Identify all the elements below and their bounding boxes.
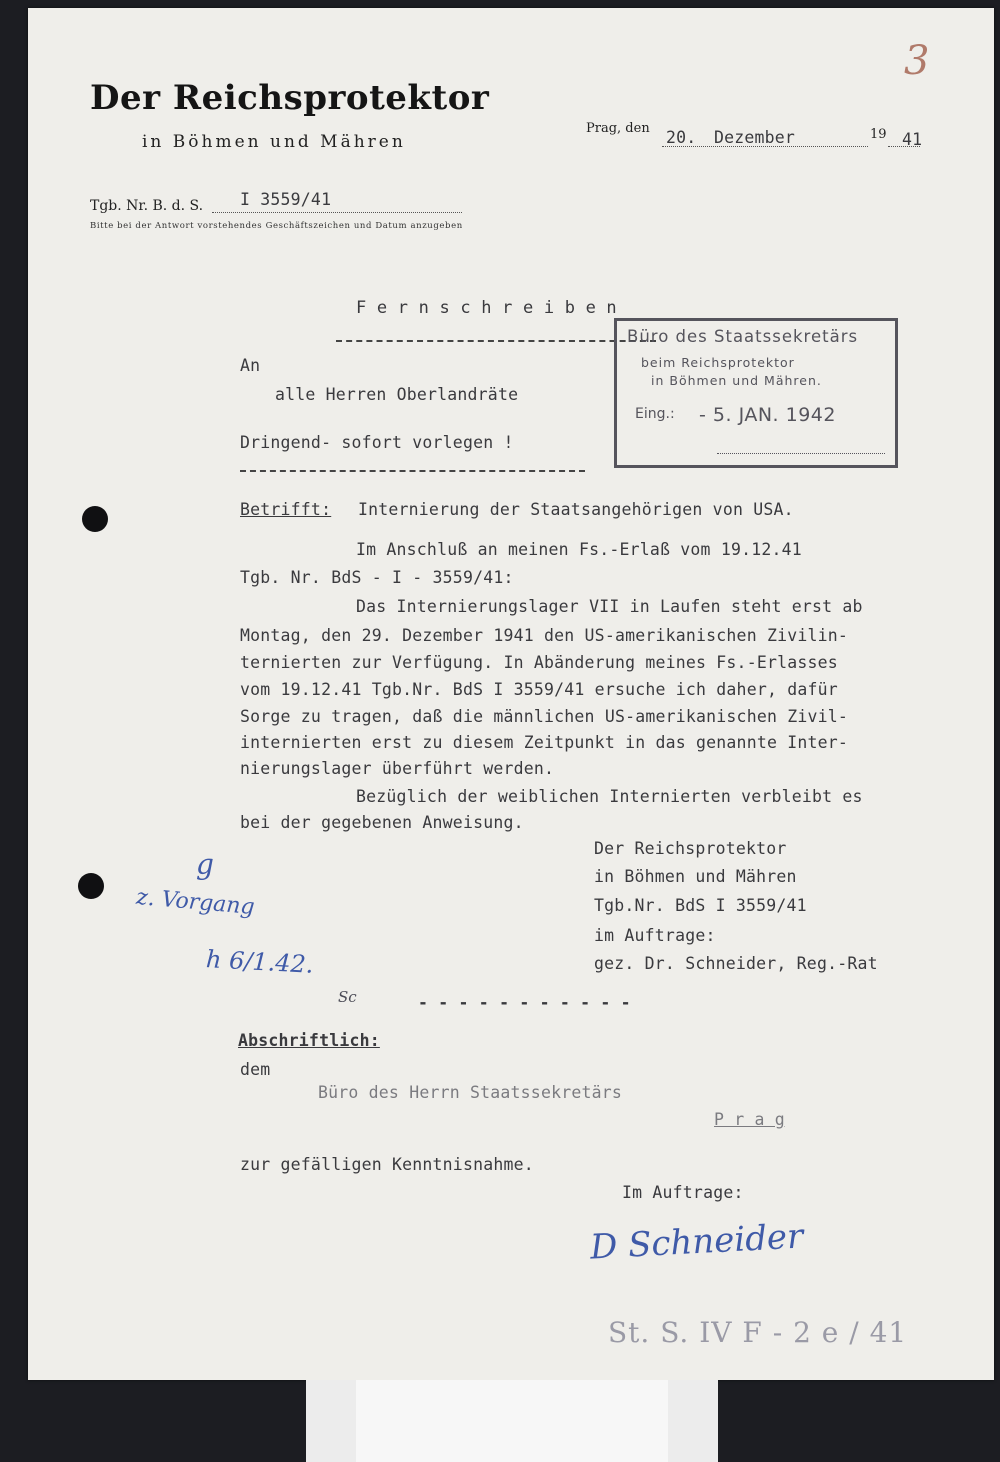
place-label: Prag, den (586, 121, 650, 136)
stamp-eing-label: Eing.: (635, 406, 675, 422)
received-stamp (614, 318, 898, 468)
document-type: F e r n s c h r e i b e n (356, 298, 617, 318)
date-month: Dezember (714, 128, 796, 147)
margin-mark: g (196, 848, 214, 881)
subject-text: Internierung der Staatsangehörigen von USA. (358, 500, 794, 519)
body-line-10: Bezüglich der weiblichen Internierten verbleibt es (356, 787, 863, 806)
year-suffix: 41 (902, 130, 923, 149)
file-number-stamp: St. S. IV F - 2 e / 41 (608, 1316, 908, 1349)
punch-hole-top (82, 506, 108, 532)
recipient-to: alle Herren Oberlandräte (275, 385, 519, 404)
body-line-3: Das Internierungslager VII in Laufen steht erst ab (356, 597, 863, 616)
stamp-line-1: Büro des Staatssekretärs (627, 327, 859, 346)
ref-note: Bitte bei der Antwort vorstehendes Geschäftszeichen und Datum anzugeben (90, 221, 463, 231)
body-line-11: bei der gegebenen Anweisung. (240, 813, 524, 832)
date-day: 20. (666, 128, 697, 147)
stamp-line-2: beim Reichsprotektor (641, 355, 795, 370)
copy-label: Abschriftlich: (238, 1031, 380, 1050)
copy-dem: dem (240, 1060, 271, 1079)
body-line-6: vom 19.12.41 Tgb.Nr. BdS I 3559/41 ersuche ich daher, dafür (240, 680, 838, 699)
body-line-2: Tgb. Nr. BdS - I - 3559/41: (240, 568, 514, 587)
stamp-line-3: in Böhmen und Mähren. (651, 373, 822, 388)
margin-note: z. Vorgang (135, 884, 256, 921)
recipient-an: An (240, 356, 261, 375)
archive-number: 3 (904, 38, 930, 84)
punch-hole-bottom (78, 873, 104, 899)
body-line-9: nierungslager überführt werden. (240, 759, 555, 778)
body-line-1: Im Anschluß an meinen Fs.-Erlaß vom 19.12.41 (356, 540, 802, 559)
body-line-7: Sorge zu tragen, daß die männlichen US-amerikanischen Zivil- (240, 707, 849, 726)
copy-note: zur gefälligen Kenntnisnahme. (240, 1155, 534, 1174)
copy-office: Büro des Herrn Staatssekretärs (318, 1083, 623, 1102)
date-line (662, 146, 868, 147)
margin-initial: Sc (338, 988, 357, 1006)
year-prefix: 19 (870, 127, 887, 142)
doc-type-underline (336, 340, 656, 342)
stamp-dotted-line (717, 453, 885, 454)
handwritten-signature: D Schneider (589, 1216, 805, 1268)
sig-line-4: im Auftrage: (594, 926, 716, 945)
ref-line (212, 212, 462, 213)
recipient-urgent: Dringend- sofort vorlegen ! (240, 433, 514, 452)
letterhead-subtitle: in Böhmen und Mähren (142, 132, 406, 152)
sig-line-5: gez. Dr. Schneider, Reg.-Rat (594, 954, 878, 973)
ref-label: Tgb. Nr. B. d. S. (90, 198, 204, 214)
copy-city: P r a g (714, 1110, 785, 1129)
sig-line-2: in Böhmen und Mähren (594, 867, 797, 886)
margin-date: h 6/1.42. (205, 945, 315, 979)
year-line (888, 146, 920, 147)
ref-value: I 3559/41 (240, 190, 332, 209)
copy-im-auftrage: Im Auftrage: (622, 1183, 744, 1202)
letterhead-title: Der Reichsprotektor (90, 78, 490, 118)
body-line-4: Montag, den 29. Dezember 1941 den US-amerikanischen Zivilin- (240, 626, 849, 645)
body-line-8: internierten erst zu diesem Zeitpunkt in das genannte Inter- (240, 733, 849, 752)
scan-label-inner (356, 1380, 668, 1462)
stamp-eing-date: - 5. JAN. 1942 (699, 404, 836, 426)
body-line-5: ternierten zur Verfügung. In Abänderung meines Fs.-Erlasses (240, 653, 838, 672)
sig-line-1: Der Reichsprotektor (594, 839, 787, 858)
urgent-underline (240, 470, 585, 472)
sig-line-3: Tgb.Nr. BdS I 3559/41 (594, 896, 807, 915)
scan-label-card (306, 1380, 718, 1462)
subject-label: Betrifft: (240, 500, 332, 519)
separator-line: - - - - - - - - - - - (418, 993, 631, 1012)
